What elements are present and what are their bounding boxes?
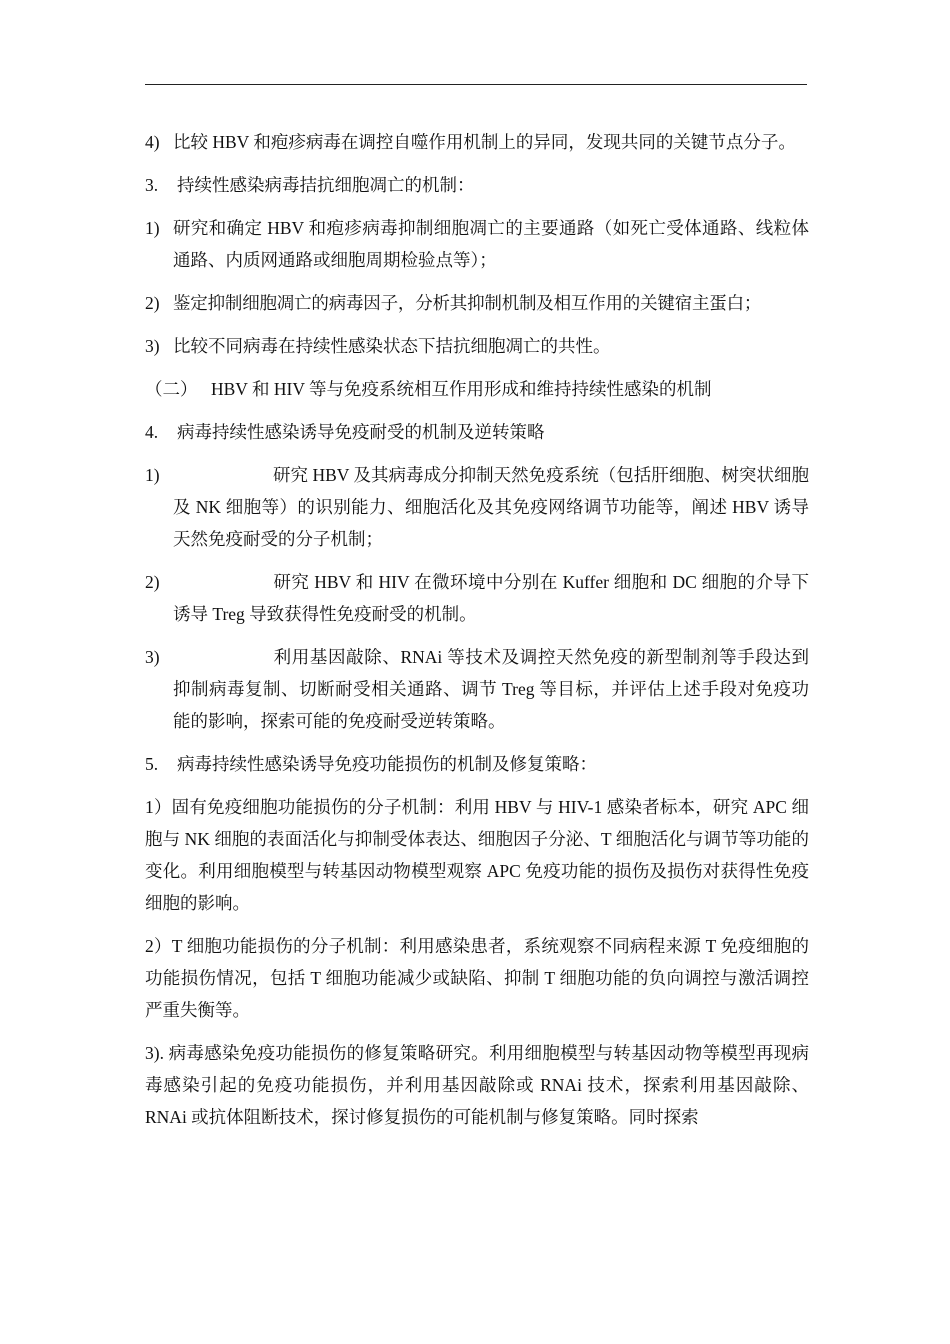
- item-text: 利用基因敲除、RNAi 等技术及调控天然免疫的新型制剂等手段达到抑制病毒复制、切断耐受相关通路、调节 Treg 等目标，并评估上述手段对免疫功能的影响，探索可能的免疫耐受逆转策略。: [173, 647, 809, 731]
- part-number: （二）: [145, 379, 198, 399]
- item-text: 比较不同病毒在持续性感染状态下拮抗细胞凋亡的共性。: [173, 336, 611, 356]
- item-number: 1): [145, 218, 160, 238]
- list-item-3-2: [145, 287, 809, 319]
- section-4-heading: [145, 416, 809, 448]
- section-5-heading: [145, 748, 809, 780]
- document-body: [145, 126, 809, 1144]
- list-item-4: [145, 126, 809, 158]
- part-title: HBV 和 HIV 等与免疫系统相互作用形成和维持持续性感染的机制: [211, 379, 712, 399]
- list-item-4-1: [145, 459, 809, 555]
- item-number: 3): [145, 336, 160, 356]
- list-item-4-3: [145, 641, 809, 737]
- paragraph-innate-immunity: 1）固有免疫细胞功能损伤的分子机制：利用 HBV 与 HIV-1 感染者标本，研究 APC 细胞与 NK 细胞的表面活化与抑制受体表达、细胞因子分泌、T 细胞活化与调节等功能的变化。利用细胞模型与转基因动物模型观察 APC 免疫功能的损伤及损伤对获得性免疫细胞的影响。: [145, 797, 809, 913]
- list-item-4-2: [145, 566, 809, 630]
- item-text: 研究 HBV 及其病毒成分抑制天然免疫系统（包括肝细胞、树突状细胞及 NK 细胞等）的识别能力、细胞活化及其免疫网络调节功能等，阐述 HBV 诱导天然免疫耐受的分子机制；: [173, 465, 809, 549]
- section-number: 4.: [145, 422, 159, 442]
- item-number: 2): [145, 293, 160, 313]
- paragraph-repair-strategy: 3). 病毒感染免疫功能损伤的修复策略研究。利用细胞模型与转基因动物等模型再现病毒感染引起的免疫功能损伤，并利用基因敲除或 RNAi 技术，探索利用基因敲除、RNAi 或抗体阻断技术，探讨修复损伤的可能机制与修复策略。同时探索: [145, 1043, 809, 1127]
- item-number: 2): [145, 572, 160, 592]
- section-number: 5.: [145, 754, 159, 774]
- list-item-3-1: [145, 212, 809, 276]
- item-text: 研究 HBV 和 HIV 在微环境中分别在 Kuffer 细胞和 DC 细胞的介导下诱导 Treg 导致获得性免疫耐受的机制。: [173, 572, 809, 624]
- item-text: 研究和确定 HBV 和疱疹病毒抑制细胞凋亡的主要通路（如死亡受体通路、线粒体通路、内质网通路或细胞周期检验点等）；: [173, 218, 809, 270]
- section-number: 3.: [145, 175, 159, 195]
- part-2-heading: [145, 373, 809, 405]
- section-title: 病毒持续性感染诱导免疫功能损伤的机制及修复策略：: [177, 754, 597, 774]
- section-3-heading: [145, 169, 809, 201]
- section-title: 持续性感染病毒拮抗细胞凋亡的机制：: [177, 175, 475, 195]
- section-title: 病毒持续性感染诱导免疫耐受的机制及逆转策略: [177, 422, 545, 442]
- list-item-3-3: [145, 330, 809, 362]
- item-text: 比较 HBV 和疱疹病毒在调控自噬作用机制上的异同，发现共同的关键节点分子。: [173, 132, 796, 152]
- item-number: 3): [145, 647, 160, 667]
- paragraph-t-cell: 2）T 细胞功能损伤的分子机制：利用感染患者，系统观察不同病程来源 T 免疫细胞的功能损伤情况，包括 T 细胞功能减少或缺陷、抑制 T 细胞功能的负向调控与激活调控严重失衡等。: [145, 936, 809, 1020]
- item-number: 1): [145, 465, 160, 485]
- header-rule: [145, 84, 807, 85]
- item-number: 4): [145, 132, 160, 152]
- item-text: 鉴定抑制细胞凋亡的病毒因子，分析其抑制机制及相互作用的关键宿主蛋白；: [173, 293, 762, 313]
